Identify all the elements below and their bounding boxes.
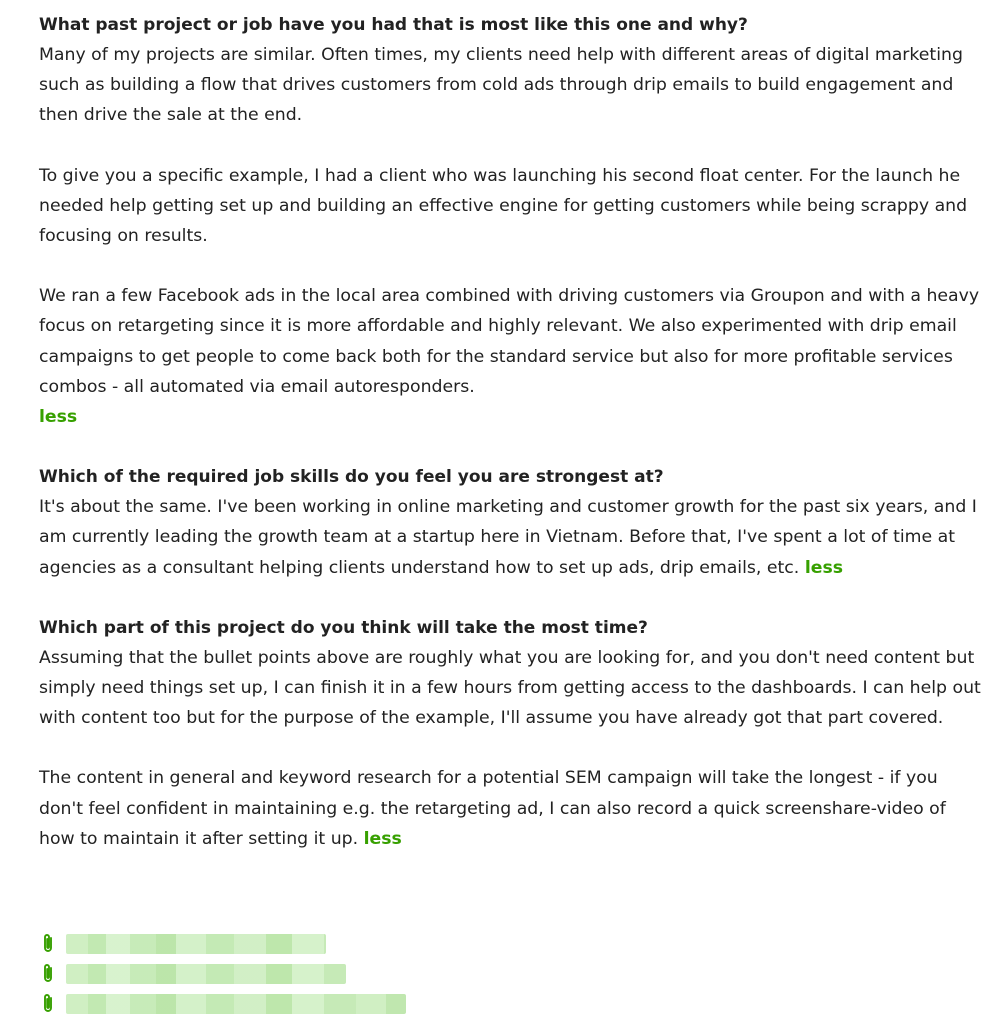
answer-paragraph: To give you a specific example, I had a client who was launching his second float center. For the launch he needed help getting set up and building an effective engine for getting customers while being scrappy and focusing on results. [39,165,968,247]
question-heading: What past project or job have you had that is most like this one and why? [39,15,748,35]
question-block [39,10,984,432]
answer-text [39,492,984,583]
answer-paragraph [39,281,984,432]
attachment-name-redacted[interactable] [66,934,326,954]
attachment-name-redacted[interactable] [66,994,406,1014]
proposal-answers [39,10,984,884]
attachment-name-redacted[interactable] [66,964,346,984]
question-block [39,462,984,583]
less-link[interactable]: less [39,407,78,428]
question-heading: Which of the required job skills do you feel you are strongest at? [39,467,664,488]
paperclip-icon [40,993,56,1015]
answer-text [39,643,984,854]
answer-paragraph [39,763,984,854]
attachment-item[interactable] [40,962,406,986]
less-link[interactable]: less [363,828,402,849]
attachment-item[interactable] [40,992,406,1016]
paperclip-icon [40,963,56,985]
answer-paragraph-text: It's about the same. I've been working in online marketing and customer growth for the past six years, and I am currently leading the growth team at a startup here in Vietnam. Before that, I've spent a lot of time at agencies as a consultant helping clients understand how to set up ads, drip emails, etc. [39,497,977,578]
answer-paragraph: Many of my projects are similar. Often times, my clients need help with different areas of digital marketing such as building a flow that drives customers from cold ads through drip emails to build engagement and then drive the sale at the end. [39,45,963,126]
less-link[interactable]: less [804,557,844,578]
answer-paragraph-text: The content in general and keyword research for a potential SEM campaign will take the longest - if you don't feel confident in maintaining e.g. the retargeting ad, I can also record a quick screenshare-video of how to maintain it after setting it up. [39,768,946,849]
paperclip-icon [40,933,56,955]
question-heading: Which part of this project do you think will take the most time? [39,617,648,638]
answer-paragraph: Assuming that the bullet points above are roughly what you are looking for, and you don't need content but simply need things set up, I can finish it in a few hours from getting access to the dashboards. I can help out with content too but for the purpose of the example, I'll assume you have already got that part covered. [39,647,981,729]
question-block [39,613,984,854]
answer-text [39,40,984,432]
answer-paragraph-text: We ran a few Facebook ads in the local area combined with driving customers via Groupon and with a heavy focus on retargeting since it is more affordable and highly relevant. We also experimented with drip email campaigns to get people to come back both for the standard service but also for more profitable services combos - all automated via email autoresponders. [39,286,980,397]
attachment-list [40,932,406,1022]
answer-paragraph [39,492,984,583]
attachment-item[interactable] [40,932,406,956]
